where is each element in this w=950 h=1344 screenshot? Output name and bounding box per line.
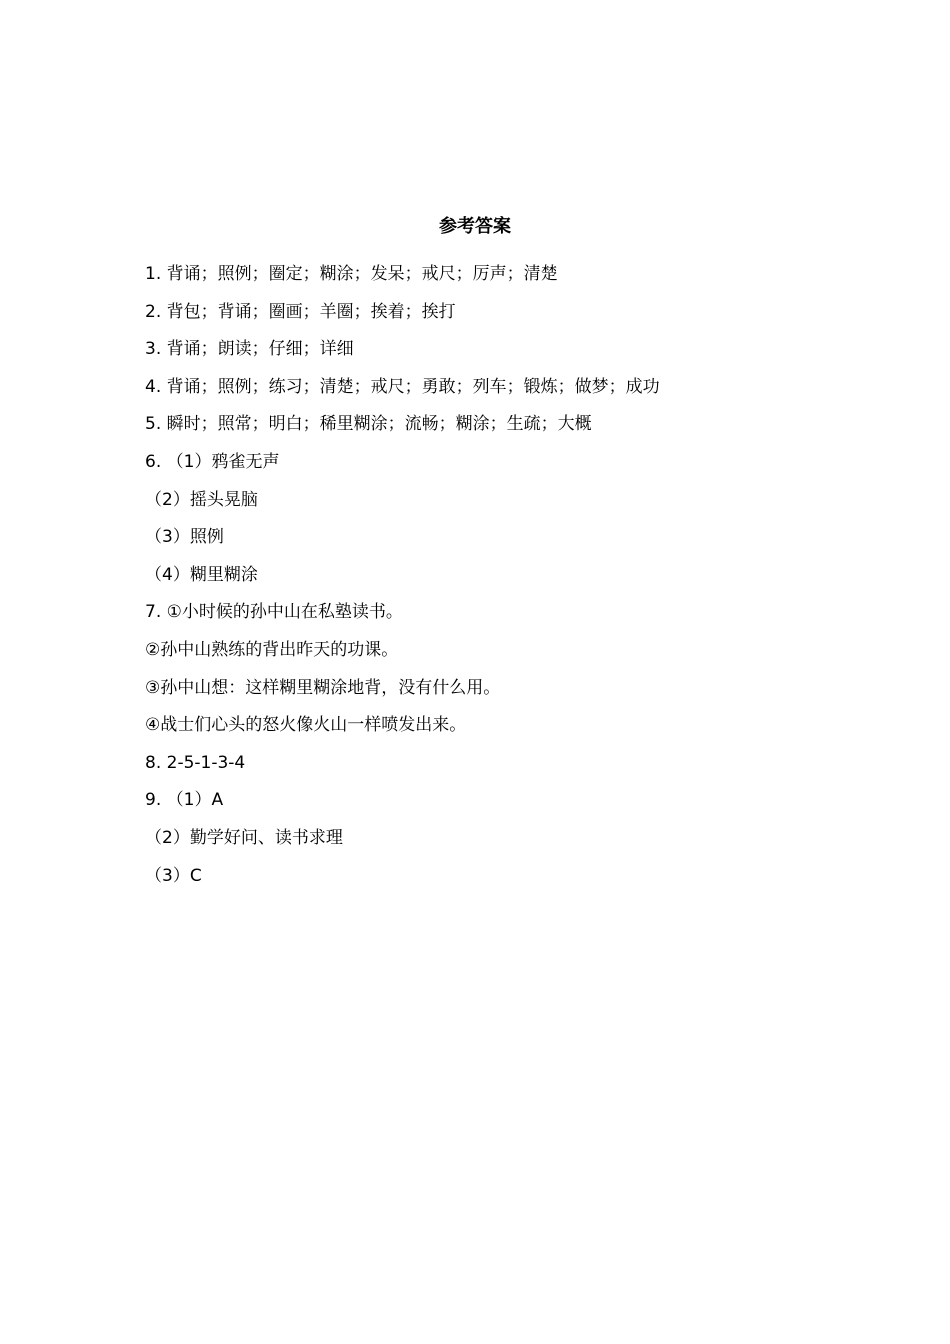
answer-line-9-3: （3）C bbox=[145, 865, 202, 886]
answer-line-5: 5. 瞬时；照常；明白；稀里糊涂；流畅；糊涂；生疏；大概 bbox=[145, 414, 592, 435]
answer-line-6-2: （2）摇头晃脑 bbox=[145, 489, 258, 510]
answer-list bbox=[145, 261, 845, 900]
answer-line-2: 2. 背包；背诵；圈画；羊圈；挨着；挨打 bbox=[145, 301, 456, 322]
answer-line-7: 7. ①小时候的孙中山在私塾读书。 bbox=[145, 602, 403, 623]
answer-line-9-2: （2）勤学好问、读书求理 bbox=[145, 827, 343, 848]
answer-line-6-3: （3）照例 bbox=[145, 527, 224, 548]
answer-line-7-4: ④战士们心头的怒火像火山一样喷发出来。 bbox=[145, 715, 467, 736]
answer-line-4: 4. 背诵；照例；练习；清楚；戒尺；勇敢；列车；锻炼；做梦；成功 bbox=[145, 376, 660, 397]
answer-line-7-2: ②孙中山熟练的背出昨天的功课。 bbox=[145, 639, 399, 660]
answer-line-6-4: （4）糊里糊涂 bbox=[145, 564, 258, 585]
answer-line-9: 9. （1）A bbox=[145, 790, 224, 811]
answer-line-7-3: ③孙中山想：这样糊里糊涂地背，没有什么用。 bbox=[145, 677, 501, 698]
answer-line-6: 6. （1）鸦雀无声 bbox=[145, 451, 280, 472]
document-title: 参考答案 bbox=[439, 216, 511, 237]
answer-line-1: 1. 背诵；照例；圈定；糊涂；发呆；戒尺；厉声；清楚 bbox=[145, 264, 558, 284]
answer-line-8: 8. 2-5-1-3-4 bbox=[145, 752, 246, 773]
answer-line-3: 3. 背诵；朗读；仔细；详细 bbox=[145, 339, 354, 360]
